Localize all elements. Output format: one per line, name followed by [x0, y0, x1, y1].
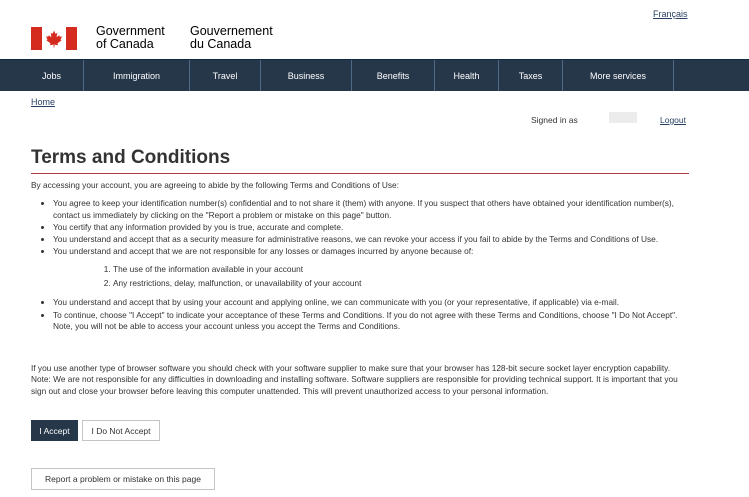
report-problem-button[interactable]: Report a problem or mistake on this page: [31, 468, 215, 490]
terms-numbered-item: 2. Any restrictions, delay, malfunction, or unavailability of your account: [113, 278, 689, 289]
menu-item-immigration[interactable]: Immigration: [84, 60, 190, 91]
canada-flag-icon: [31, 27, 77, 50]
logout-link[interactable]: Logout: [660, 115, 686, 125]
signature-en-line2: of Canada: [96, 37, 154, 51]
menu-item-travel[interactable]: Travel: [190, 60, 261, 91]
terms-bullet-list-top: [31, 198, 689, 332]
terms-numbered-item: 1. The use of the information available in your account: [113, 264, 689, 275]
accept-button[interactable]: I Accept: [31, 420, 78, 441]
menu-item-jobs[interactable]: Jobs: [20, 60, 84, 91]
signed-in-username-redacted: [609, 112, 637, 123]
menu-item-benefits[interactable]: Benefits: [352, 60, 435, 91]
terms-bullet: [53, 246, 689, 289]
signature-fr-line2: du Canada: [190, 37, 252, 51]
title-underline: [31, 173, 689, 174]
terms-numbered-list: [53, 264, 689, 290]
decline-button[interactable]: I Do Not Accept: [82, 420, 160, 441]
gov-signature-fr: [190, 25, 273, 51]
browser-disclaimer: If you use another type of browser software you should check with your software supplier to make sure that your browser has 128-bit secure socket layer encryption capability. Note: We are not responsible for any difficulties in downloading and installing software. Software suppliers are responsible for providing technical support. It is important that you sign out and close your browser before leaving this computer unattended. This will prevent unauthorized access to your personal information.: [31, 363, 678, 396]
signed-in-label: Signed in as: [531, 115, 578, 125]
terms-intro: By accessing your account, you are agreeing to abide by the following Terms and Conditions of Use:: [31, 180, 399, 190]
signature-en-line1: Government: [96, 24, 165, 38]
gov-signature-en: [96, 25, 165, 51]
signature-fr-line1: Gouvernement: [190, 24, 273, 38]
page-title: Terms and Conditions: [31, 147, 231, 168]
terms-bullet: • To continue, choose "I Accept" to indicate your acceptance of these Terms and Conditions. If you do not agree with these Terms and Conditions, choose "I Do Not Accept". Note, you will not be able to access your account unless you accept the Terms and Conditions.: [53, 310, 689, 333]
main-menu: [0, 59, 749, 91]
terms-content: [31, 180, 689, 333]
terms-bullet: • You understand and accept that as a security measure for administrative reasons, we can revoke your access if you fail to abide by the Terms and Conditions of Use.: [53, 234, 689, 245]
menu-item-more-services[interactable]: More services: [563, 60, 674, 91]
breadcrumb-home-link[interactable]: Home: [31, 97, 56, 107]
terms-bullet-text: You understand and accept that we are not responsible for any losses or damages incurred by anyone because of:: [53, 246, 474, 257]
terms-bullet: • You certify that any information provided by you is true, accurate and complete.: [53, 222, 689, 233]
menu-item-health[interactable]: Health: [435, 60, 499, 91]
menu-item-business[interactable]: Business: [261, 60, 352, 91]
menu-item-taxes[interactable]: Taxes: [499, 60, 563, 91]
terms-bullet: • You agree to keep your identification number(s) confidential and to not share it (them) with anyone. If you suspect that others have obtained your identification number(s), contact us immediately by clicking on the "Report a problem or mistake on this page" button.: [53, 198, 689, 221]
terms-bullet: • You understand and accept that by using your account and applying online, we can communicate with you (or your representative, if applicable) via e-mail.: [53, 297, 689, 308]
language-toggle-link[interactable]: Français: [653, 9, 688, 19]
